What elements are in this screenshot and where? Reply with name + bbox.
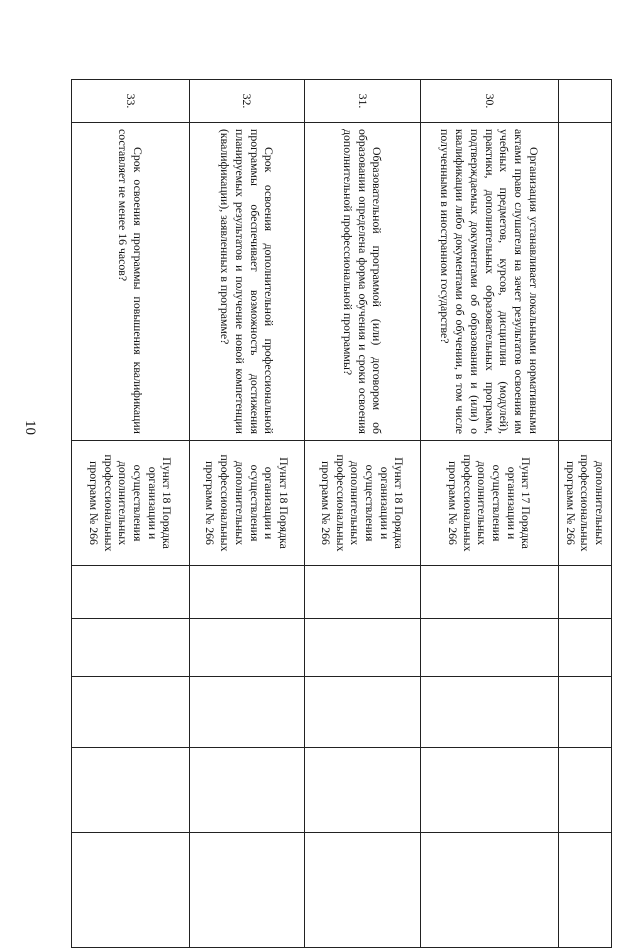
- empty-cell: [558, 619, 611, 677]
- empty-cell: [189, 619, 304, 677]
- empty-cell: [71, 619, 189, 677]
- question-cell: Организация устанавливает локальными нормативными актами право слушателя на зачет результатов освоения им учебных предметов, курсов, дисциплин (модулей), практики, дополнительных образовательных программ, подтверждаемых документами об образовании и (или) о квалификации либо документами об обучении, в том числе полученными в иностранном государстве?: [420, 123, 558, 441]
- table-row: [189, 80, 304, 948]
- empty-cell: [420, 619, 558, 677]
- empty-cell: [558, 833, 611, 948]
- empty-cell: [558, 677, 611, 748]
- empty-cell: [304, 619, 420, 677]
- reference-cell: Пункт 18 Порядка организации и осуществления дополнительных профессиональных программ № 266: [304, 441, 420, 566]
- empty-cell: [71, 677, 189, 748]
- empty-cell: [71, 833, 189, 948]
- question-cell: [558, 123, 611, 441]
- table-row: [71, 80, 189, 948]
- empty-cell: [420, 566, 558, 619]
- rotated-table-container: [80, 79, 612, 844]
- empty-cell: [189, 833, 304, 948]
- empty-cell: [420, 833, 558, 948]
- question-cell: Срок освоения дополнительной профессиональной программы обеспечивает возможность достижения планируемых результатов и получение новой компетенции (квалификации), заявленных в программе?: [189, 123, 304, 441]
- question-cell: Образовательной программой (или) договором об образовании определена форма обучения и сроки освоения дополнительной профессиональной программы?: [304, 123, 420, 441]
- empty-cell: [71, 748, 189, 833]
- table-row: [558, 80, 611, 948]
- row-number-cell: 30.: [420, 80, 558, 123]
- row-number-cell: 31.: [304, 80, 420, 123]
- reference-cell: Пункт 17 Порядка организации и осуществления дополнительных профессиональных программ № 266: [420, 441, 558, 566]
- empty-cell: [304, 677, 420, 748]
- empty-cell: [558, 748, 611, 833]
- empty-cell: [304, 566, 420, 619]
- empty-cell: [304, 748, 420, 833]
- empty-cell: [189, 677, 304, 748]
- page-number: 10: [22, 420, 38, 435]
- row-number-cell: [558, 80, 611, 123]
- reference-cell: Пункт 18 Порядка организации и осуществления дополнительных профессиональных программ № 266: [71, 441, 189, 566]
- empty-cell: [189, 566, 304, 619]
- question-cell: Срок освоения программы повышения квалификации составляет не менее 16 часов?: [71, 123, 189, 441]
- empty-cell: [420, 677, 558, 748]
- empty-cell: [189, 748, 304, 833]
- table-row: [304, 80, 420, 948]
- table-row: [420, 80, 558, 948]
- empty-cell: [420, 748, 558, 833]
- reference-cell: Пункт 18 Порядка организации и осуществления дополнительных профессиональных программ № 266: [189, 441, 304, 566]
- row-number-cell: 33.: [71, 80, 189, 123]
- empty-cell: [558, 566, 611, 619]
- reference-cell: дополнительных профессиональных программ № 266: [558, 441, 611, 566]
- empty-cell: [304, 833, 420, 948]
- empty-cell: [71, 566, 189, 619]
- row-number-cell: 32.: [189, 80, 304, 123]
- checklist-table: [71, 79, 612, 948]
